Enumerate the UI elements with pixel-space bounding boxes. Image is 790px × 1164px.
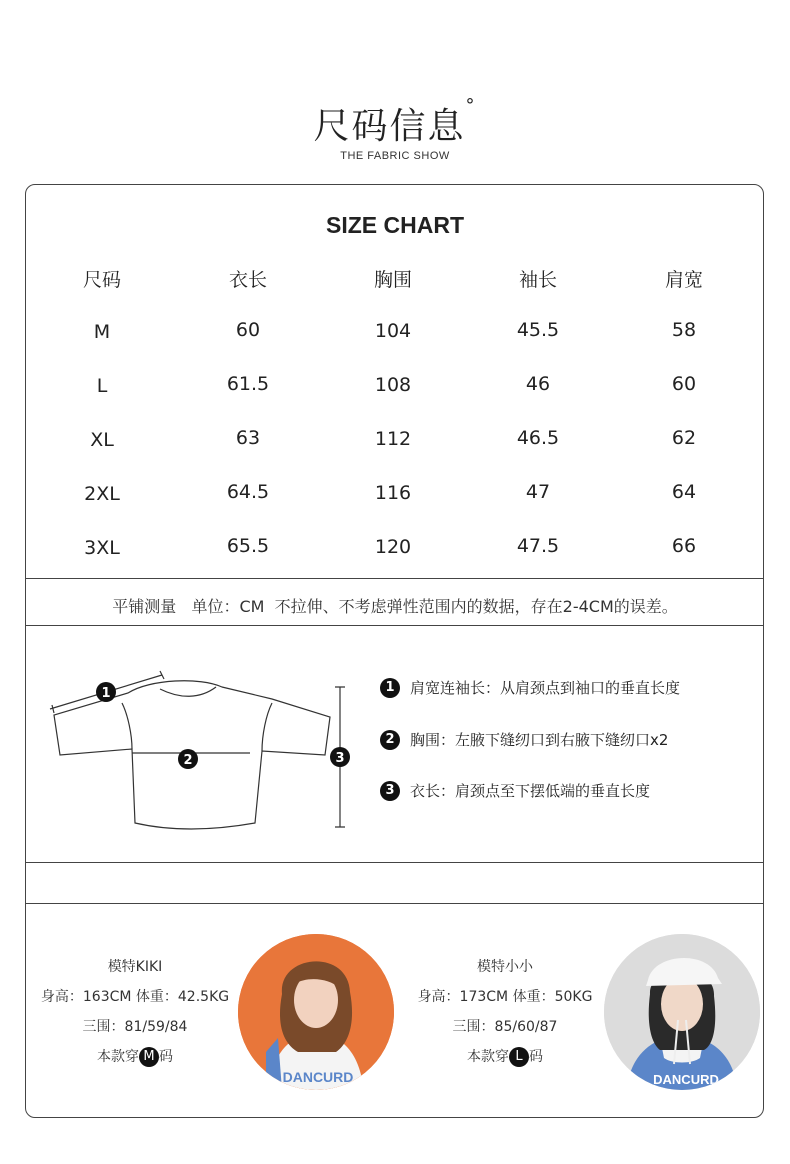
table-cell: M	[93, 321, 111, 343]
diagram-marker-2	[178, 749, 198, 769]
model-info-xiaoxiao	[405, 952, 605, 1072]
col-header-chest: 胸围	[373, 269, 412, 291]
legend-number: 1	[380, 678, 400, 698]
table-cell: 3XL	[84, 537, 120, 559]
diagram-marker-3	[330, 747, 350, 767]
table-cell: 66	[671, 535, 697, 557]
legend-item-3	[380, 780, 650, 801]
size-badge: L	[509, 1047, 529, 1067]
legend-text: 胸围：左腋下缝纫口到右腋下缝纫口x2	[410, 731, 669, 749]
model-measurements: 三围：81/59/84	[82, 1019, 188, 1035]
table-cell: 65.5	[226, 535, 270, 557]
col-header-sleeve: 袖长	[518, 269, 557, 291]
col-header-shoulder: 肩宽	[664, 269, 703, 291]
svg-text:3: 3	[335, 751, 345, 766]
model-portrait-illustration	[238, 934, 394, 1090]
measurement-note: 平铺测量 单位：CM 不拉伸、不考虑弹性范围内的数据，存在2-4CM的误差。	[112, 597, 678, 616]
svg-text:DANCURD: DANCURD	[653, 1072, 719, 1087]
table-cell: 46	[525, 373, 551, 395]
col-header-size: 尺码	[82, 269, 121, 291]
divider	[25, 578, 764, 579]
table-cell: 60	[671, 373, 697, 395]
table-cell: 112	[374, 428, 412, 450]
table-cell: 58	[671, 319, 697, 341]
divider	[25, 625, 764, 626]
svg-text:1: 1	[101, 686, 111, 701]
legend-text: 衣长：肩颈点至下摆低端的垂直长度	[410, 782, 651, 800]
page-title	[0, 95, 790, 149]
table-cell: L	[96, 375, 108, 397]
table-cell: 120	[374, 536, 412, 558]
model-measurements: 三围：85/60/87	[452, 1019, 558, 1035]
divider	[25, 903, 764, 904]
table-cell: 62	[671, 427, 697, 449]
table-cell: 64	[671, 481, 697, 503]
legend-item-1	[380, 677, 680, 698]
model-photo-kiki	[238, 934, 394, 1090]
table-cell: 116	[374, 482, 412, 504]
table-cell: 47	[525, 481, 551, 503]
legend-number: 3	[380, 781, 400, 801]
table-cell: 63	[235, 427, 261, 449]
size-chart-title: SIZE CHART	[326, 212, 464, 238]
model-size-worn: 本款穿 M 码	[97, 1049, 173, 1065]
legend-item-2	[380, 729, 668, 750]
legend-number: 2	[380, 730, 400, 750]
table-cell: 47.5	[516, 535, 560, 557]
table-cell: 45.5	[516, 319, 560, 341]
model-name: 模特小小	[477, 959, 533, 975]
table-cell: 60	[235, 319, 261, 341]
table-cell: 46.5	[516, 427, 560, 449]
model-name: 模特KIKI	[107, 959, 163, 975]
col-header-length: 衣长	[228, 269, 267, 291]
model-info-kiki	[30, 952, 240, 1072]
diagram-marker-1	[96, 682, 116, 702]
table-cell: 64.5	[226, 481, 270, 503]
title-degree: °	[465, 95, 477, 116]
title-text: 尺码信息	[313, 106, 466, 147]
garment-diagram	[40, 665, 360, 840]
legend-text: 肩宽连袖长：从肩颈点到袖口的垂直长度	[410, 679, 681, 697]
model-portrait-illustration	[604, 934, 760, 1090]
divider	[25, 862, 764, 863]
svg-text:2: 2	[183, 753, 193, 768]
table-cell: 104	[374, 320, 412, 342]
svg-text:DANCURD: DANCURD	[282, 1069, 354, 1085]
table-cell: 2XL	[84, 483, 120, 505]
page-subtitle: THE FABRIC SHOW	[340, 150, 450, 162]
table-cell: XL	[90, 429, 114, 451]
model-photo-xiaoxiao	[604, 934, 760, 1090]
model-stats: 身高：163CM 体重：42.5KG	[40, 989, 230, 1005]
table-cell: 61.5	[226, 373, 270, 395]
table-cell: 108	[374, 374, 412, 396]
model-size-worn: 本款穿 L 码	[467, 1049, 543, 1065]
size-badge: M	[139, 1047, 159, 1067]
model-stats: 身高：173CM 体重：50KG	[417, 989, 593, 1005]
